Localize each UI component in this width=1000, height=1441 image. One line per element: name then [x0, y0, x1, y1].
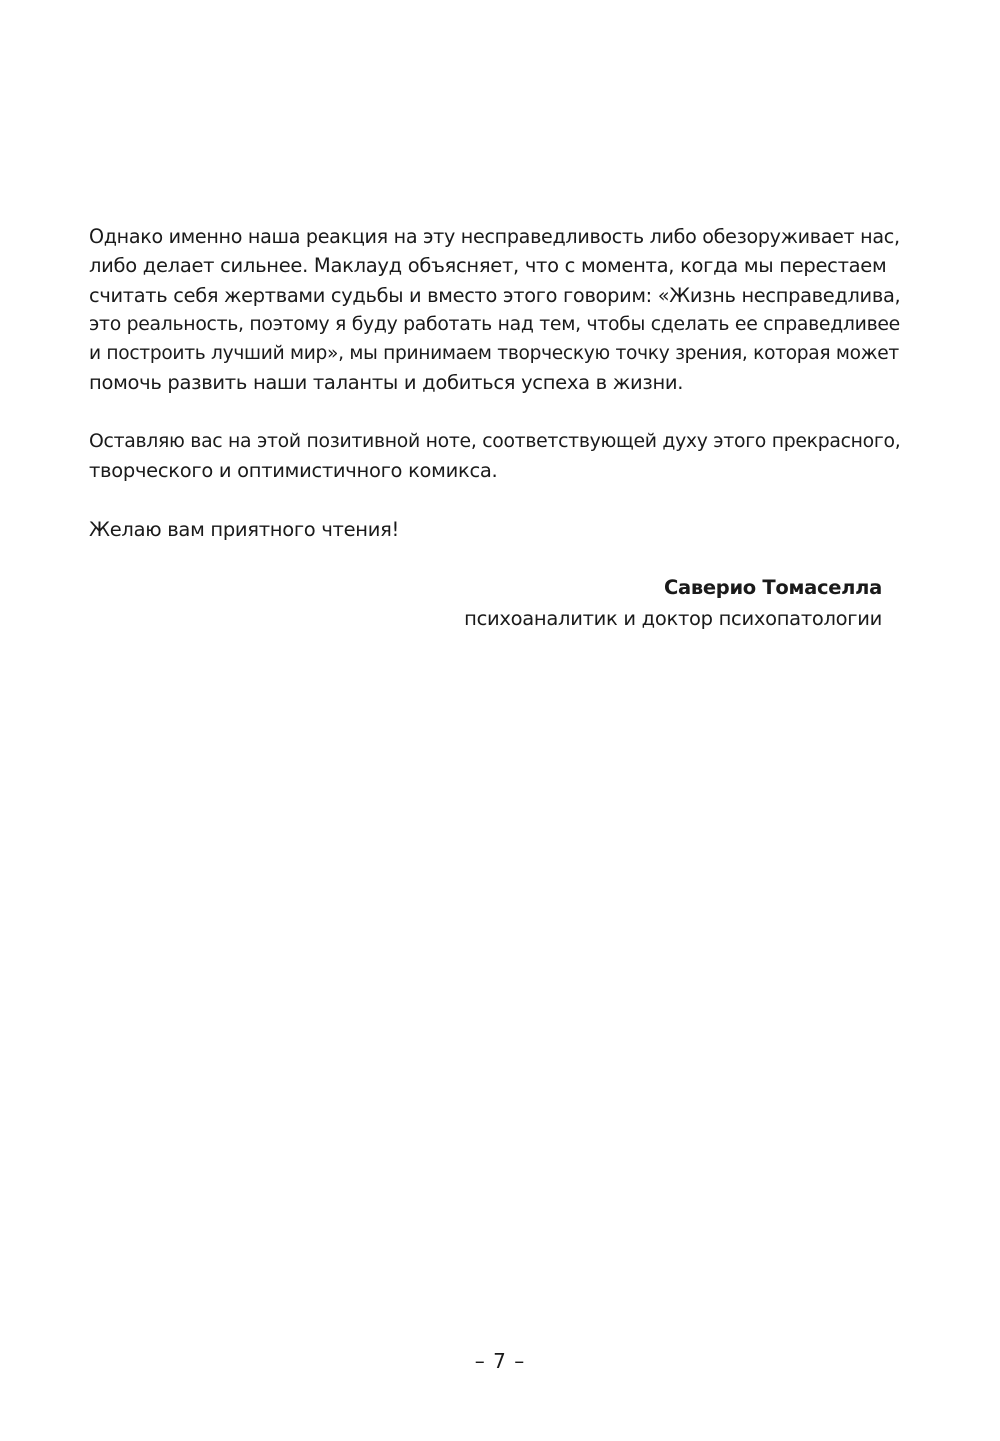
page-number: – 7 – [474, 1349, 526, 1373]
author-title: психоаналитик и доктор психопатологии [464, 607, 882, 630]
signature-block [464, 572, 882, 634]
author-name: Саверио Томаселла [663, 576, 882, 599]
text-line: помочь развить наши таланты и добиться успеха в жизни. [89, 371, 684, 395]
paragraph-2 [89, 427, 901, 486]
paragraph-3 [89, 515, 889, 544]
text-line: считать себя жертвами судьбы и вместо этого говорим: «Жизнь несправедлива, [89, 283, 901, 307]
text-line: творческого и оптимистичного комикса. [89, 459, 498, 483]
body-text [89, 222, 901, 574]
text-line: и построить лучший мир», мы принимаем творческую точку зрения, которая может [89, 343, 899, 365]
text-line: Оставляю вас на этой позитивной ноте, соответствующей духу этого прекрасного, [89, 431, 901, 453]
text-line: либо делает сильнее. Маклауд объясняет, что с момента, когда мы перестаем [89, 254, 887, 278]
text-line: Желаю вам приятного чтения! [89, 517, 400, 541]
paragraph-1 [89, 222, 901, 398]
text-line: Однако именно наша реакция на эту несправедливость либо обезоруживает нас, [89, 225, 900, 248]
text-line: это реальность, поэтому я буду работать над тем, чтобы сделать ее справедливее [89, 313, 900, 335]
